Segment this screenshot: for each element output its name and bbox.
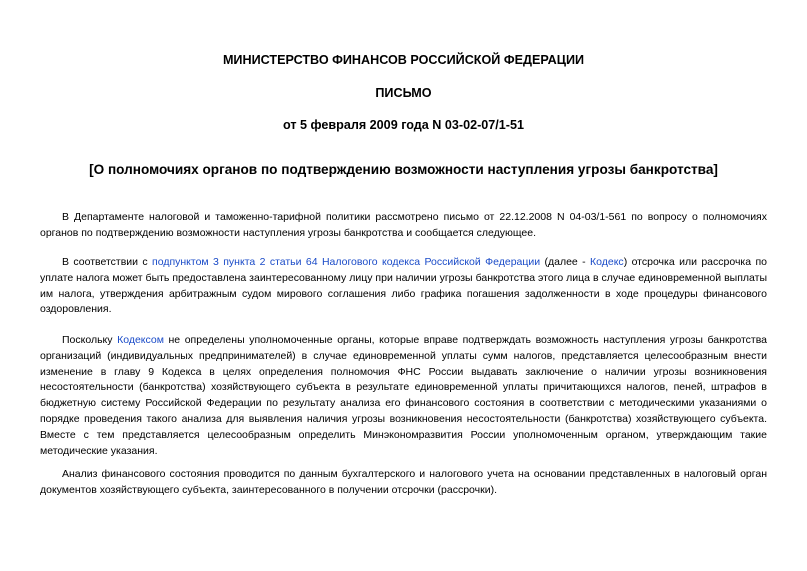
ministry-heading: МИНИСТЕРСТВО ФИНАНСОВ РОССИЙСКОЙ ФЕДЕРАЦИИ [222, 53, 585, 67]
paragraph-3 [40, 333, 767, 459]
code-link-2[interactable]: Кодексом [117, 334, 164, 346]
paragraph-2-rest: ) отсрочка или рассрочка по уплате налога может быть предоставлена заинтересованному лицу при наличии угрозы банкротства этого лица в случае единовременной выплаты им налога, утверждения арбитражным судом мирового соглашения либо графика погашения задолженности в ходе процедуры финансового оздоровления. [40, 256, 767, 316]
paragraph-2-middle: (далее - [540, 256, 591, 268]
document-page [40, 0, 767, 571]
tax-code-article-link[interactable]: подпунктом 3 пункта 2 статьи 64 Налогового кодекса Российской Федерации [152, 256, 541, 268]
paragraph-3-intro: Поскольку [62, 334, 118, 346]
subject-heading: [О полномочиях органов по подтверждению возможности наступления угрозы банкротства] [89, 162, 718, 177]
paragraph-1: В Департаменте налоговой и таможенно-тарифной политики рассмотрено письмо от 22.12.2008 N 04-03/1-561 по вопросу о полномочиях органов по подтверждению возможности наступления угрозы банкротства и сообщается следующее. [40, 211, 767, 239]
paragraph-2-intro: В соответствии с [62, 256, 153, 268]
paragraph-3-rest: не определены уполномоченные органы, которые вправе подтверждать возможность наступления угрозы банкротства организаций (индивидуальных предпринимателей) в случае единовременной уплаты сумм налогов, представляется целесообразным внести изменение в главу 9 Кодекса в целях определения полномочия ФНС России выдавать заключение о наличии угрозы возникновения несостоятельности (банкротства) хозяйствующего субъекта в результате единовременной уплаты причитающихся налогов, пеней, штрафов в бюджетную систему Российской Федерации по результату анализа его финансового состояния в соответствии с методическими указаниями о порядке проведения такого анализа для выявления наличия угрозы возникновения несостоятельности (банкротства) хозяйствующего субъекта. Вместе с тем представляется целесообразным определить Минэкономразвития России уполномоченным органом, утверждающим такие методические указания. [40, 334, 768, 457]
code-link[interactable]: Кодекс [590, 256, 624, 268]
paragraph-2 [40, 255, 767, 318]
document-type-heading: ПИСЬМО [375, 86, 432, 100]
paragraph-4: Анализ финансового состояния проводится по данным бухгалтерского и налогового учета на основании представленных в налоговый орган документов хозяйствующего субъекта, заинтересованного в получении отсрочки (рассрочки). [40, 468, 767, 496]
date-number-heading: от 5 февраля 2009 года N 03-02-07/1-51 [282, 118, 525, 132]
